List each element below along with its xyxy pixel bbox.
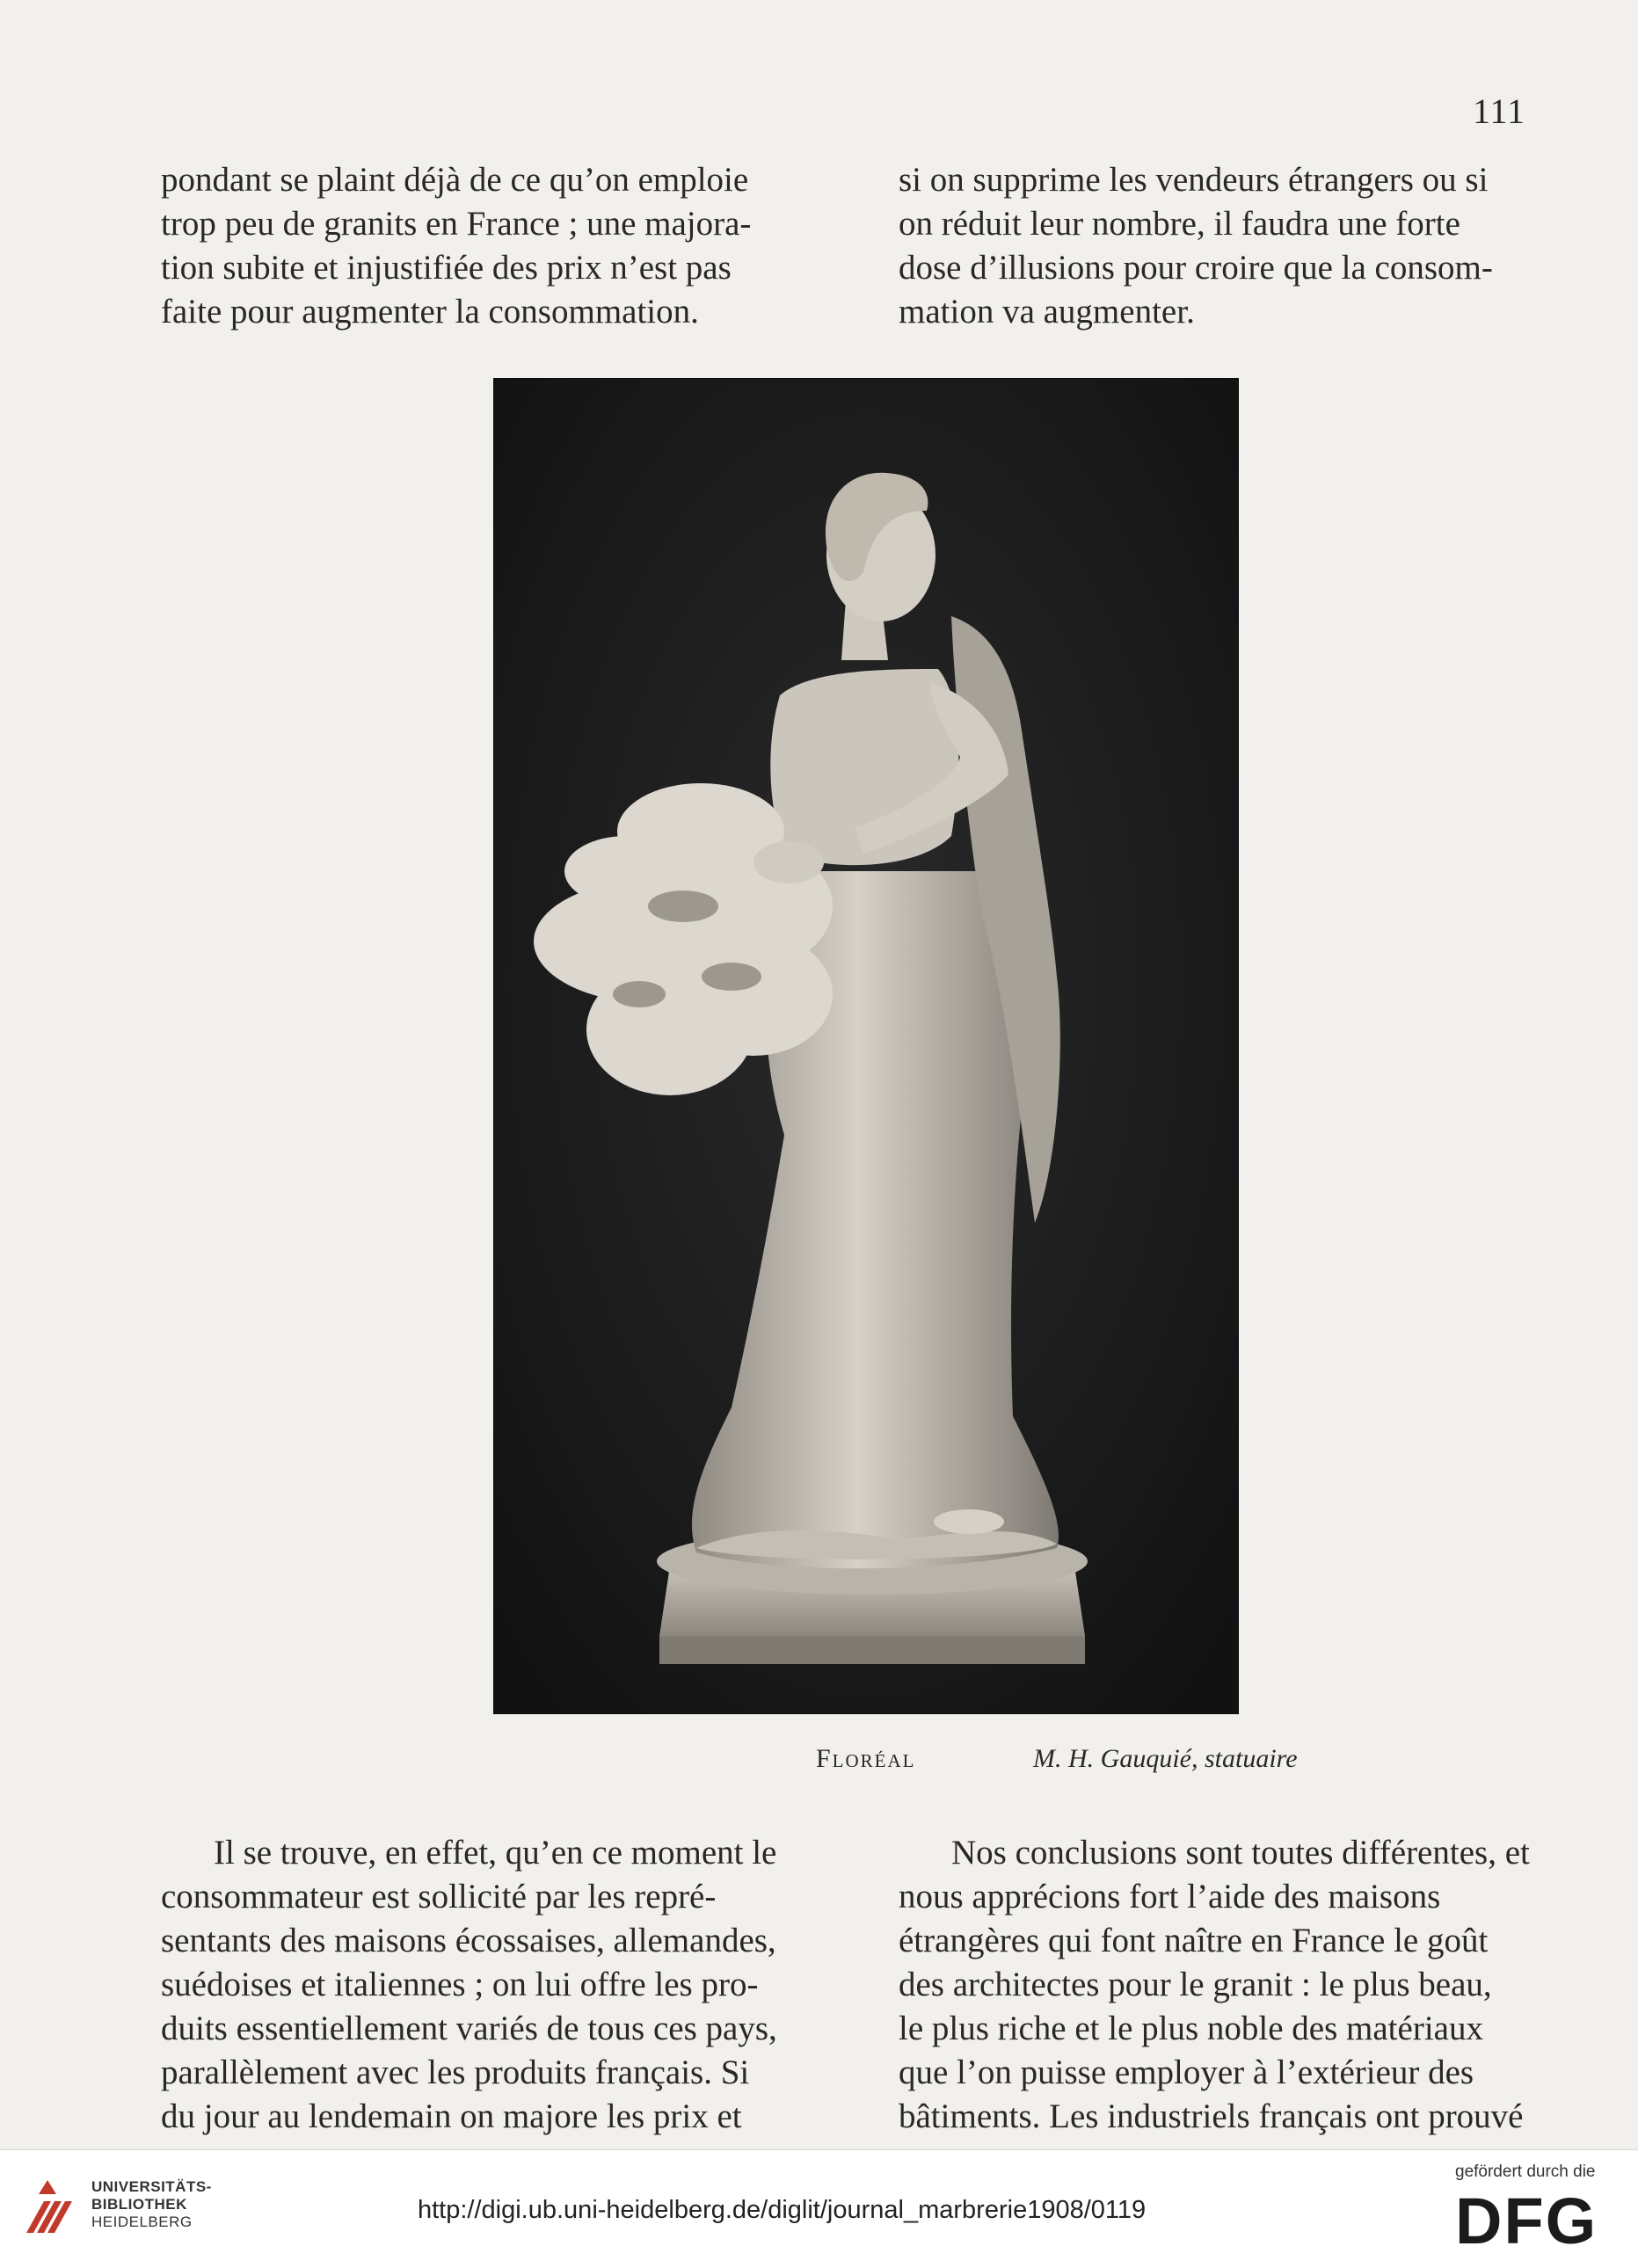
text-line: nous apprécions fort l’aide des maisons [899, 1878, 1441, 1915]
digitization-footer [0, 2149, 1638, 2268]
text-line: duits essentiellement variés de tous ces pays, [161, 2010, 777, 2047]
library-name-line: UNIVERSITÄTS- [91, 2178, 212, 2195]
text-line: suédoises et italiennes ; on lui offre les pro- [161, 1966, 759, 2003]
text-line: dose d’illusions pour croire que la consom- [899, 249, 1493, 287]
text-line: que l’on puisse employer à l’extérieur des [899, 2054, 1474, 2091]
text-line: on réduit leur nombre, il faudra une forte [899, 205, 1460, 243]
bottom-left-column [161, 1831, 829, 2139]
text-line: sentants des maisons écossaises, allemandes, [161, 1922, 776, 1959]
top-right-column [899, 158, 1562, 334]
figure-caption-title: Floréal [816, 1744, 916, 1773]
ub-heidelberg-logo-icon[interactable] [21, 2175, 77, 2238]
library-name[interactable] [91, 2178, 212, 2231]
text-line: mation va augmenter. [899, 293, 1195, 331]
text-line: faite pour augmenter la consommation. [161, 293, 699, 331]
text-line: Il se trouve, en effet, qu’en ce moment le [214, 1834, 777, 1872]
statue-illustration [494, 379, 1238, 1713]
text-line: pondant se plaint déjà de ce qu’on emploie [161, 161, 749, 199]
text-line: étrangères qui font naître en France le goût [899, 1922, 1489, 1959]
library-name-line: HEIDELBERG [91, 2213, 193, 2230]
top-left-column [161, 158, 829, 334]
text-line: Nos conclusions sont toutes différentes, et [951, 1834, 1530, 1872]
text-line: le plus riche et le plus noble des matériaux [899, 2010, 1483, 2047]
text-line: du jour au lendemain on majore les prix et [161, 2097, 742, 2135]
text-line: trop peu de granits en France ; une majora- [161, 205, 752, 243]
library-name-line: BIBLIOTHEK [91, 2196, 187, 2213]
dfg-logo[interactable]: DFG [1455, 2184, 1598, 2257]
text-line: si on supprime les vendeurs étrangers ou si [899, 161, 1489, 199]
figure-caption-credit: M. H. Gauquié, statuaire [1033, 1744, 1298, 1773]
text-line: bâtiments. Les industriels français ont prouvé [899, 2097, 1524, 2135]
text-line: tion subite et injustifiée des prix n’est pas [161, 249, 732, 287]
text-line: parallèlement avec les produits français. Si [161, 2054, 750, 2091]
text-line: consommateur est sollicité par les repré- [161, 1878, 717, 1915]
text-line: des architectes pour le granit : le plus beau, [899, 1966, 1492, 2003]
permalink-url[interactable]: http://digi.ub.uni-heidelberg.de/diglit/journal_marbrerie1908/0119 [418, 2196, 1147, 2224]
page-number: 111 [1473, 91, 1526, 131]
funded-by-label: gefördert durch die [1455, 2163, 1596, 2181]
bottom-right-column [899, 1831, 1562, 2139]
statue-photograph [493, 378, 1239, 1714]
